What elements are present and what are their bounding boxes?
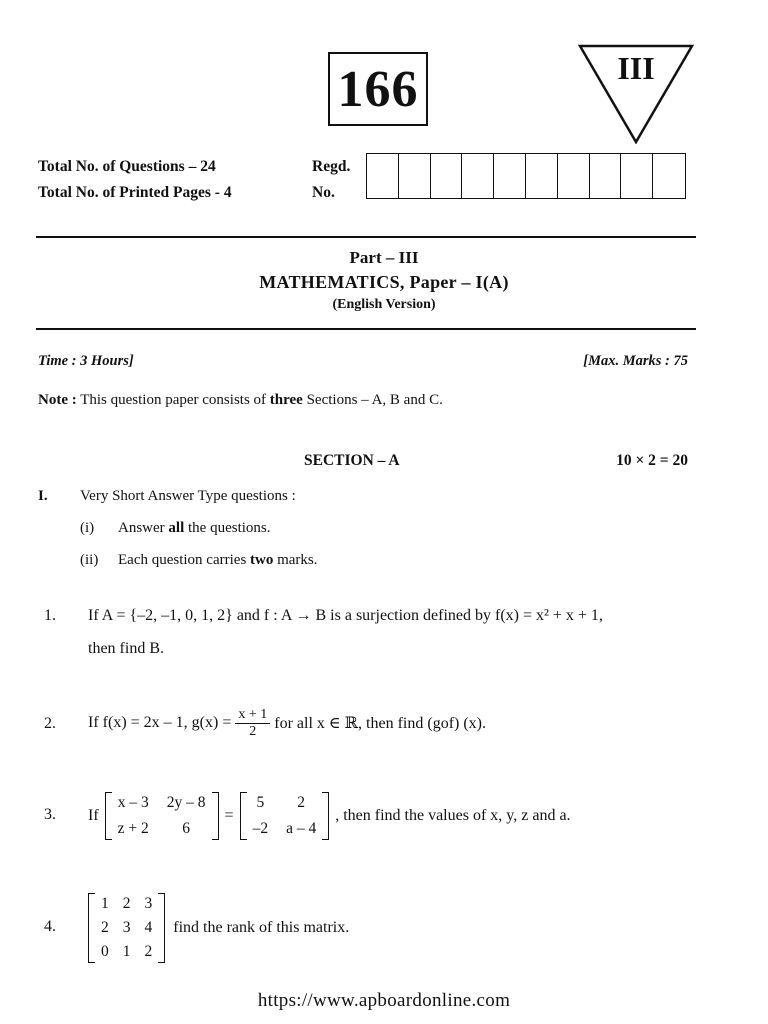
reg-cell[interactable] — [399, 154, 431, 198]
section-a-marks: 10 × 2 = 20 — [616, 452, 688, 469]
footer-url[interactable]: https://www.apboardonline.com — [257, 990, 511, 1011]
matrix-cell: 5 — [256, 794, 265, 811]
q4-grid — [95, 893, 158, 963]
q3-if: If — [88, 807, 99, 824]
q2-post: for all x ∈ ℝ, then find (gof) (x). — [274, 715, 486, 732]
bracket-left — [240, 792, 247, 840]
note-label: Note : — [38, 392, 77, 408]
note — [38, 392, 443, 409]
reg-cell[interactable] — [431, 154, 463, 198]
sub1-pre: Answer — [118, 520, 165, 536]
q3-left-grid — [112, 792, 212, 840]
q4-matrix — [88, 893, 165, 963]
matrix-cell: –2 — [252, 820, 269, 837]
time-allowed: Time : 3 Hours] — [38, 353, 134, 369]
matrix-cell: x – 3 — [117, 794, 149, 811]
q2-pre: If f(x) = 2x – 1, g(x) = — [88, 714, 232, 731]
q2-frac-den: 2 — [249, 723, 257, 739]
note-bold: three — [269, 392, 303, 408]
q2-number: 2. — [44, 715, 56, 732]
paper-code: 166 — [337, 60, 419, 118]
matrix-cell: z + 2 — [117, 820, 149, 837]
instruction-sub-2-num: (ii) — [80, 552, 99, 568]
q3-number: 3. — [44, 806, 56, 823]
bracket-right — [322, 792, 329, 840]
matrix-cell: 3 — [122, 919, 131, 936]
matrix-cell: 2 — [297, 794, 305, 811]
set-code-triangle — [578, 44, 694, 144]
matrix-cell: 2 — [144, 943, 153, 960]
sub2-bold: two — [250, 552, 274, 568]
bracket-left — [105, 792, 112, 840]
q1-number: 1. — [44, 607, 56, 624]
regd-label: Regd. — [312, 158, 351, 175]
matrix-cell: 4 — [144, 919, 153, 936]
reg-cell[interactable] — [367, 154, 399, 198]
matrix-cell: 1 — [122, 943, 131, 960]
q2-frac-num: x + 1 — [235, 707, 270, 723]
q1-text-line2: then find B. — [88, 640, 164, 657]
reg-cell[interactable] — [526, 154, 558, 198]
q4-post: find the rank of this matrix. — [173, 919, 350, 936]
section-roman-numeral: I. — [38, 488, 48, 504]
reg-cell[interactable] — [653, 154, 685, 198]
q3-right-matrix — [240, 792, 330, 840]
sub1-bold: all — [168, 520, 185, 536]
instruction-sub-1 — [118, 520, 271, 537]
q3-text — [88, 788, 571, 844]
q3-right-grid — [247, 792, 323, 840]
sub2-post: marks. — [277, 552, 318, 568]
section-a-title: SECTION – A — [304, 452, 400, 469]
set-code: III — [617, 50, 655, 86]
total-pages: Total No. of Printed Pages - 4 — [38, 184, 232, 201]
matrix-cell: 2 — [122, 895, 131, 912]
reg-cell[interactable] — [590, 154, 622, 198]
q4-text — [88, 886, 349, 970]
total-questions: Total No. of Questions – 24 — [38, 158, 216, 175]
part-heading: Part – III — [349, 248, 419, 267]
instruction-sub-1-num: (i) — [80, 520, 95, 536]
matrix-cell: 6 — [182, 820, 191, 837]
matrix-cell: 2y – 8 — [166, 794, 206, 811]
reg-cell[interactable] — [558, 154, 590, 198]
sub1-post: the questions. — [188, 520, 271, 536]
q1-text-line1: If A = {–2, –1, 0, 1, 2} and f : A → B is a surjection defined by f(x) = x² + x + 1, — [88, 607, 603, 624]
q3-post: , then find the values of x, y, z and a. — [335, 807, 571, 824]
registration-number-grid[interactable] — [366, 153, 686, 199]
version-heading: (English Version) — [332, 297, 436, 312]
q3-left-matrix — [105, 792, 219, 840]
subject-heading: MATHEMATICS, Paper – I(A) — [259, 272, 509, 292]
matrix-cell: 2 — [101, 919, 109, 936]
matrix-cell: 0 — [101, 943, 109, 960]
sub2-pre: Each question carries — [118, 552, 247, 568]
q2-text — [88, 702, 486, 744]
reg-cell[interactable] — [621, 154, 653, 198]
instruction-sub-2 — [118, 552, 318, 569]
bracket-left — [88, 893, 95, 963]
bracket-right — [158, 893, 165, 963]
max-marks: [Max. Marks : 75 — [583, 353, 688, 369]
q4-number: 4. — [44, 918, 56, 935]
note-text-pre: This question paper consists of — [80, 392, 267, 408]
q2-fraction — [235, 707, 270, 739]
reg-cell[interactable] — [462, 154, 494, 198]
reg-cell[interactable] — [494, 154, 526, 198]
q3-equals: = — [224, 807, 234, 824]
matrix-cell: a – 4 — [286, 820, 317, 837]
bracket-right — [212, 792, 219, 840]
note-text-post: Sections – A, B and C. — [306, 392, 443, 408]
matrix-cell: 1 — [101, 895, 109, 912]
top-divider — [36, 236, 696, 238]
regd-no-label: No. — [312, 184, 335, 201]
bottom-divider — [36, 328, 696, 330]
matrix-cell: 3 — [144, 895, 153, 912]
section-instruction: Very Short Answer Type questions : — [80, 488, 296, 504]
paper-code-box — [328, 52, 428, 126]
